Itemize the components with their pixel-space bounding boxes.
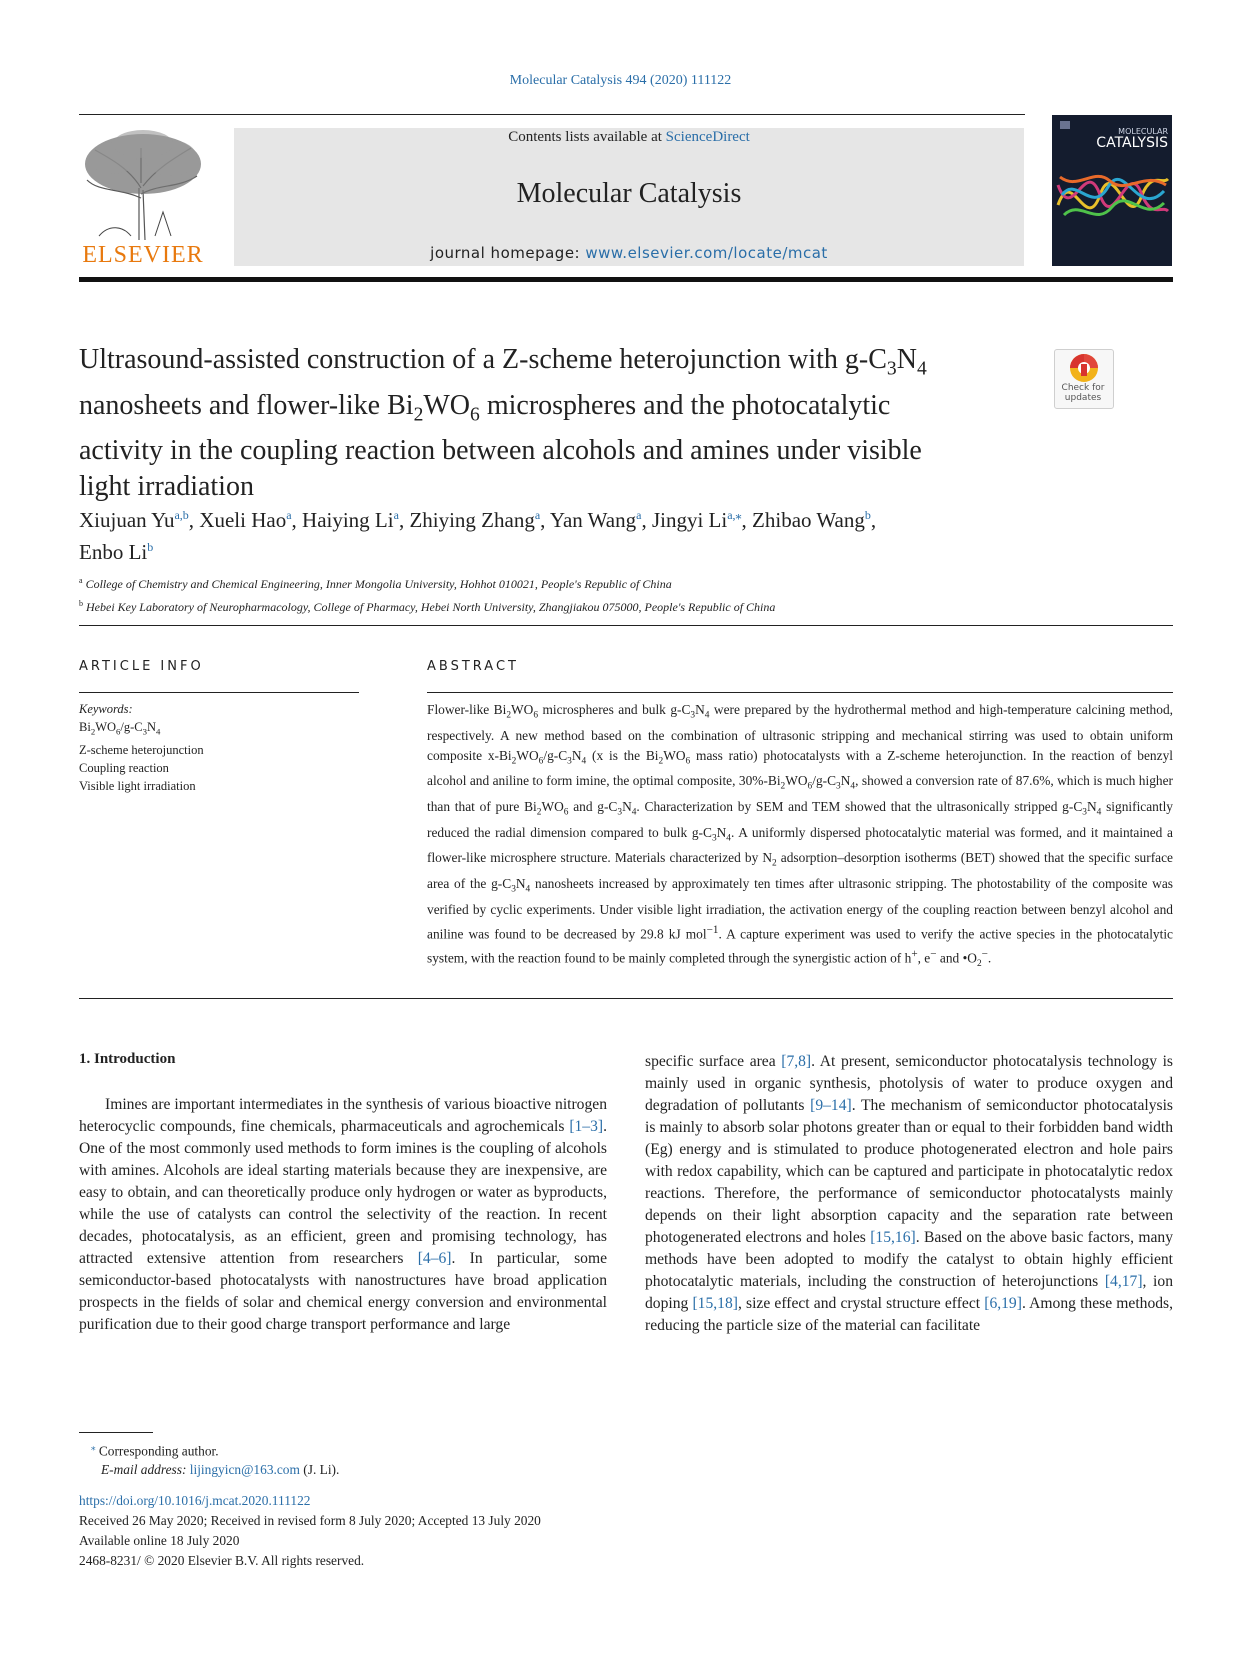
journal-reference[interactable]: Molecular Catalysis 494 (2020) 111122 (509, 73, 732, 88)
author-affiliation-mark[interactable]: a,b (174, 508, 189, 522)
author-affiliation-mark[interactable]: a (393, 508, 399, 522)
author-name: Xueli Hao (199, 508, 287, 532)
author[interactable] (302, 508, 399, 532)
citation-link[interactable]: [4–6] (417, 1250, 452, 1267)
cover-title-line-1: MOLECULAR (1118, 127, 1168, 136)
corresponding-author-note: ⁎ Corresponding author. (91, 1442, 219, 1459)
keywords-label: Keywords: (79, 702, 133, 716)
citation-link[interactable]: [15,16] (870, 1229, 916, 1246)
author[interactable] (752, 508, 871, 532)
author-affiliation-mark[interactable]: a (286, 508, 292, 522)
received-dates: Received 26 May 2020; Received in revised form 8 July 2020; Accepted 13 July 2020 (79, 1513, 541, 1528)
author-affiliation-mark[interactable]: a (534, 508, 541, 522)
author[interactable] (79, 508, 189, 532)
keywords-block (79, 700, 359, 795)
cover-title-line-2: CATALYSIS (1096, 135, 1168, 151)
journal-homepage-link[interactable]: www.elsevier.com/locate/mcat (585, 244, 828, 262)
journal-cover-thumbnail[interactable] (1052, 115, 1172, 266)
citation-link[interactable]: [4,17] (1104, 1273, 1143, 1290)
citation-link[interactable]: [15,18] (692, 1295, 738, 1312)
author[interactable] (652, 508, 742, 532)
author-affiliation-mark[interactable]: a (636, 508, 642, 522)
author[interactable] (79, 540, 153, 564)
affiliation-a: $^a$ College of Chemistry and Chemical Engineering, Inner Mongolia University, Hohhot 010021, People's Republic of China (79, 576, 672, 591)
keyword-item: Coupling reaction (79, 760, 169, 775)
affiliations (79, 571, 1173, 617)
header-thick-rule (79, 277, 1173, 282)
introduction-heading: 1. Introduction (79, 1051, 176, 1067)
sciencedirect-link[interactable]: ScienceDirect (665, 129, 750, 145)
author-name: Zhiying Zhang (409, 508, 535, 532)
footnote-rule (79, 1432, 153, 1433)
author-name: Xiujuan Yu (79, 508, 175, 532)
author[interactable] (409, 508, 540, 532)
available-online-date: Available online 18 July 2020 (79, 1533, 240, 1548)
abstract-rule (427, 692, 1173, 693)
article-info-rule (79, 692, 359, 693)
affiliation-rule (79, 625, 1173, 626)
affiliation-b: $^b$ Hebei Key Laboratory of Neuropharmacology, College of Pharmacy, Hebei North University, Zhangjiakou 075000, People's Republic of China (79, 599, 776, 614)
citation-link[interactable]: [6,19] (984, 1295, 1022, 1312)
author[interactable] (550, 508, 642, 532)
keyword-item: $Bi_2WO_6/g-C_3N_4$ (79, 720, 161, 737)
contents-available-line: Contents lists available at ScienceDirect (508, 129, 750, 145)
journal-title: Molecular Catalysis (516, 178, 742, 209)
publication-info (79, 1491, 979, 1571)
author-list: Xiujuan Yu$^{a,b}$, Xueli Hao$^a$, Haiying Li$^a$, Zhiying Zhang$^a$, Yan Wang$^a$, Jingyi $Li^{a,⁎}$, Zhibao Wang$^b$, Enbo Li$^b$ (79, 508, 877, 564)
keyword-item: Z-scheme heterojunction (79, 742, 204, 757)
copyright-line: 2468-8231/ © 2020 Elsevier B.V. All rights reserved. (79, 1553, 365, 1568)
abstract-heading: ABSTRACT (427, 659, 519, 674)
citation-link[interactable]: [1–3] (569, 1118, 604, 1135)
author-affiliation-mark[interactable]: b (864, 508, 871, 522)
article-info-heading: ARTICLE INFO (79, 659, 204, 674)
author[interactable] (199, 508, 291, 532)
abstract-end-rule (79, 998, 1173, 999)
top-rule (79, 114, 1025, 115)
abstract-text: Flower-like $Bi_2WO_6$ microspheres and bulk $g-C_3N_4$ were prepared by the hydrothermal method and high-temperature calcining method, respectively. A new method based on the combination of ultrasonic stripping and mechanical stirring was used to obtain uniform composite $x-Bi_2WO_6/g-C_3N_4$ (x is the $Bi_2WO_6$ mass ratio) photocatalysts with a Z-scheme heterojunction. In the reaction of benzyl alcohol and aniline to form imine, the optimal composite, $30\%-Bi_2WO_6/g-C_3N_4$, showed a conversion rate of 87.6%, which is much higher than that of pure $Bi_2WO_6$ and $g-C_3N_4$. Characterization by SEM and TEM showed that the ultrasonically stripped $g-C_3N_4$ significantly reduced the radial dimension compared to bulk $g-C_3N_4$. A uniformly dispersed photocatalytic material was formed, and it maintained a flower-like microsphere structure. Materials characterized by $N_2$ adsorption–desorption isotherms (BET) showed that the specific surface area of the $g-C_3N_4$ nanosheets increased by approximately ten times after ultrasonic stripping. The photostability of the composite was verified by cyclic experiments. Under visible light irradiation, the activation energy of the coupling reaction between benzyl alcohol and aniline was found to be decreased by 29.8 kJ mol$^{-1}$. A capture experiment was used to verify the active species in the photocatalytic system, with the reaction found to be mainly completed through the synergistic action of h+, e− and $•O_2^-$. (427, 702, 1174, 970)
author-name: Enbo Li (79, 540, 148, 564)
elsevier-wordmark: ELSEVIER (82, 242, 204, 268)
keyword-item: Visible light irradiation (79, 778, 196, 793)
author-affiliation-mark[interactable]: a,⁎ (727, 508, 742, 522)
author-name: Haiying Li (302, 508, 394, 532)
paper-title: Ultrasound-assisted construction of a Z-scheme heterojunction with $g-C_3N_4$ nanosheets and flower-like $Bi_2WO_6$ microspheres and the photocatalytic activity in the coupling reaction between alcohols and amines under visible light irradiation (79, 344, 927, 503)
email-link[interactable]: lijingyicn@163.com (189, 1462, 300, 1478)
author-affiliation-mark[interactable]: b (147, 540, 154, 554)
journal-homepage-line: journal homepage: www.elsevier.com/locate/mcat (430, 244, 828, 262)
email-line: E-mail address: lijingyicn@163.com (J. Li). (101, 1462, 340, 1478)
author-name: Zhibao Wang (752, 508, 865, 532)
citation-link[interactable]: [7,8] (781, 1053, 812, 1070)
introduction-right-column: specific surface area [7,8]. At present, semiconductor photocatalysis technology is mainly used in organic synthesis, photolysis of water to produce oxygen and degradation of pollutants [9–14]. The mechanism of semiconductor photocatalysis is mainly to absorb solar photons greater than or equal to their forbidden band width (Eg) energy and is stimulated to produce photogenerated electron and hole pairs with redox capability, which can be captured and participate in photocatalytic redox reactions. Therefore, the performance of semiconductor photocatalysts mainly depends on their light absorption capacity and the separation rate between photogenerated electrons and holes [15,16]. Based on the above basic factors, many methods have been adopted to modify the catalyst to obtain highly efficient photocatalytic materials, including the construction of heterojunctions [4,17], ion doping [15,18], size effect and crystal structure effect [6,19]. Among these methods, reducing the particle size of the material can facilitate (645, 1053, 1174, 1334)
citation-link[interactable]: [9–14] (810, 1097, 852, 1114)
author-name: Jingyi Li (651, 508, 728, 532)
author-name: Yan Wang (549, 508, 637, 532)
introduction-left-column: Imines are important intermediates in the synthesis of various bioactive nitrogen heterocyclic compounds, fine chemicals, pharmaceuticals and agrochemicals [1–3]. One of the most commonly used methods to form imines is the coupling of alcohols with amines. Alcohols are ideal starting materials because they are inexpensive, are easy to obtain, and can theoretically produce only hydrogen or water as byproducts, while the use of catalysts can control the selectivity of the reaction. In recent decades, photocatalysis, as an efficient, green and promising technology, has attracted extensive attention from researchers [4–6]. In particular, some semiconductor-based photocatalysts with nanostructures have broad application prospects in the fields of solar and chemical energy conversion and environmental purification due to their good charge transport performance and large (79, 1096, 608, 1333)
doi-link[interactable]: https://doi.org/10.1016/j.mcat.2020.111122 (79, 1493, 311, 1508)
crossmark-label: Check for updates (1061, 383, 1105, 403)
footnote (79, 1438, 679, 1479)
